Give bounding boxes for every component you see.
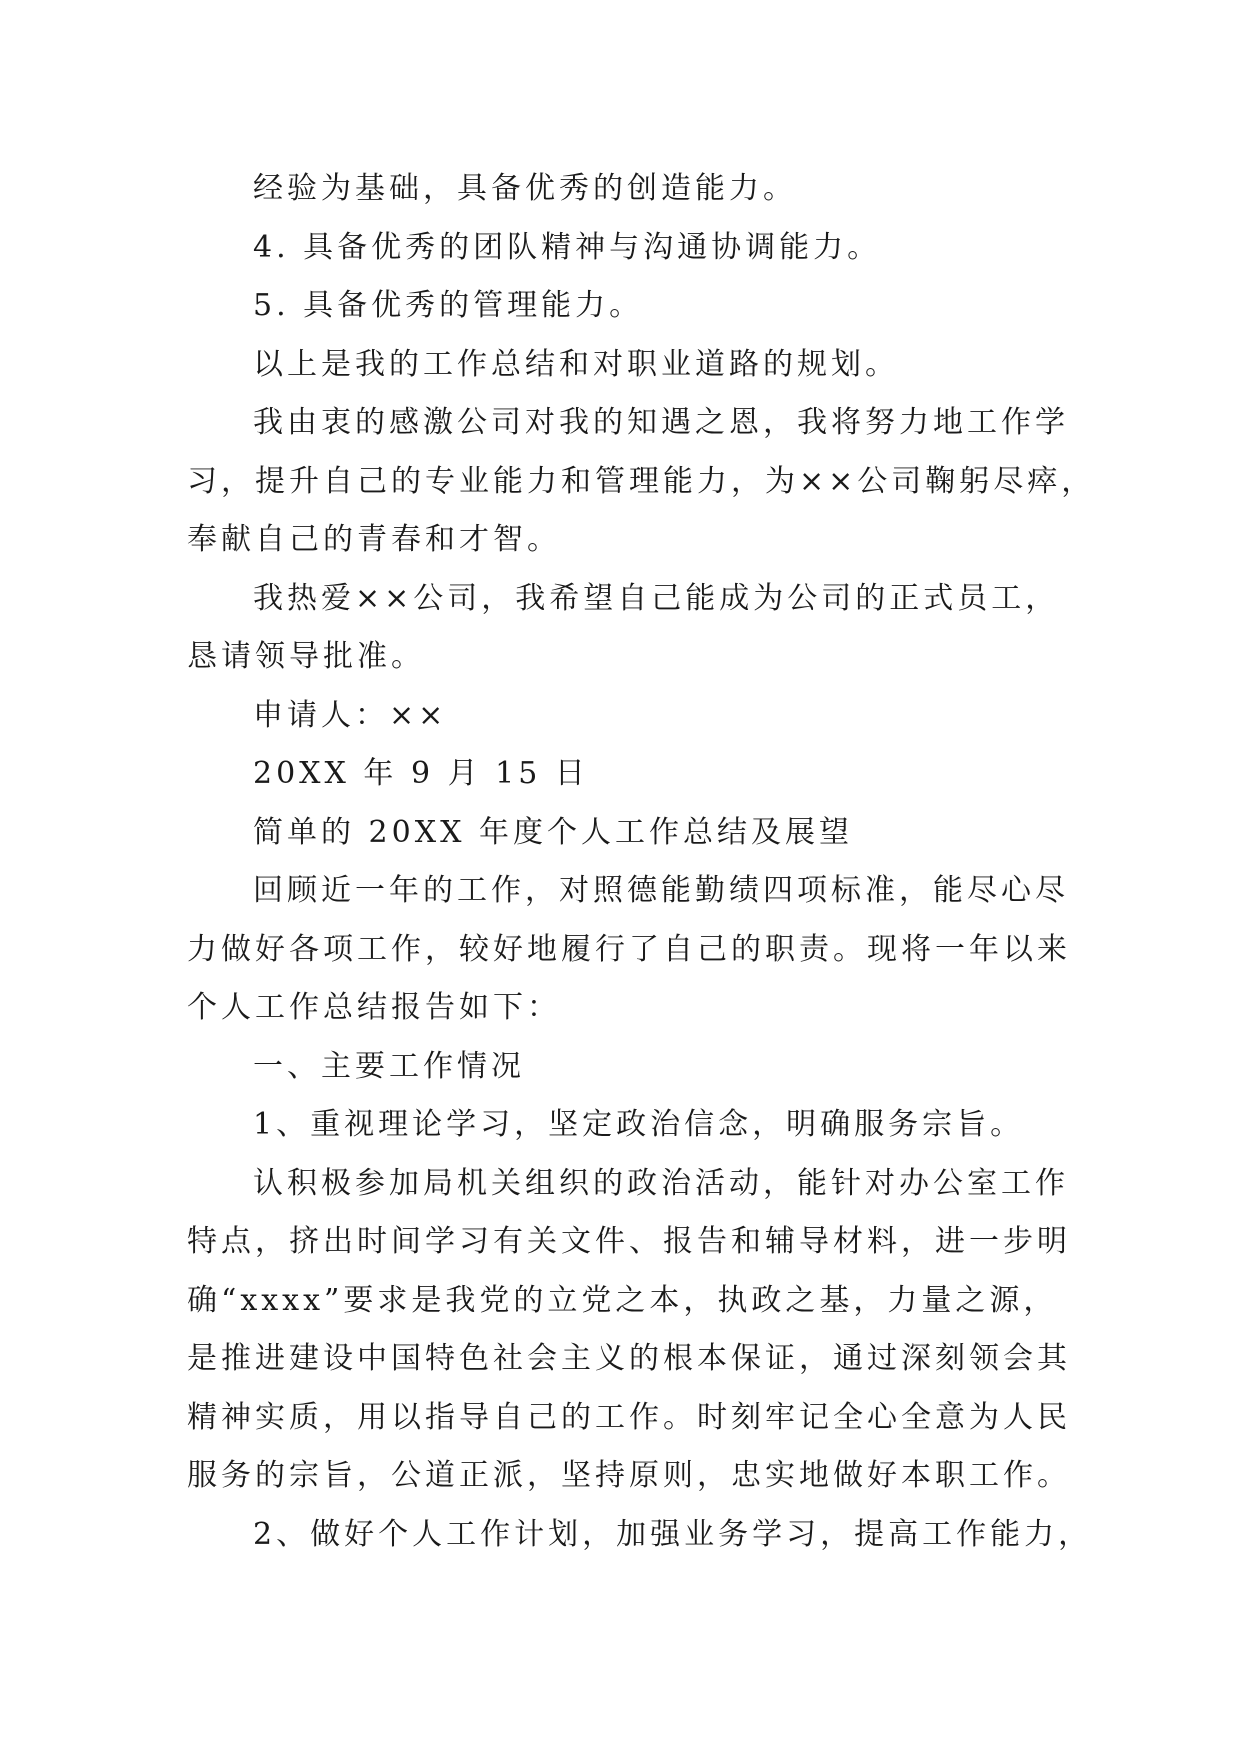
text-line: 经验为基础，具备优秀的创造能力。 bbox=[253, 171, 797, 206]
text-line: 精神实质，用以指导自己的工作。时刻牢记全心全意为人民 bbox=[187, 1399, 1071, 1435]
text-line: 回顾近一年的工作，对照德能勤绩四项标准，能尽心尽 bbox=[253, 873, 1069, 908]
section-heading: 一、主要工作情况 bbox=[253, 1048, 525, 1084]
signature-line: 申请人：×× bbox=[253, 697, 448, 733]
subsection-heading: 1、重视理论学习，坚定政治信念，明确服务宗旨。 bbox=[253, 1107, 1025, 1142]
text-line: 习，提升自己的专业能力和管理能力，为××公司鞠躬尽瘁， bbox=[187, 463, 1096, 499]
text-line: 恳请领导批准。 bbox=[187, 639, 425, 674]
text-line: 我由衷的感激公司对我的知遇之恩，我将努力地工作学 bbox=[253, 405, 1069, 440]
subsection-heading: 2、做好个人工作计划，加强业务学习，提高工作能力， bbox=[253, 1516, 1093, 1552]
text-line: 服务的宗旨，公道正派，坚持原则，忠实地做好本职工作。 bbox=[187, 1458, 1071, 1493]
text-line: 个人工作总结报告如下： bbox=[187, 990, 561, 1025]
text-line: 我热爱××公司，我希望自己能成为公司的正式员工， bbox=[253, 580, 1060, 616]
text-line: 4. 具备优秀的团队精神与沟通协调能力。 bbox=[253, 229, 882, 265]
text-line: 是推进建设中国特色社会主义的根本保证，通过深刻领会其 bbox=[187, 1341, 1071, 1376]
text-line: 力做好各项工作，较好地履行了自己的职责。现将一年以来 bbox=[187, 931, 1071, 967]
document-body bbox=[187, 160, 1096, 1564]
section-title: 简单的 20XX 年度个人工作总结及展望 bbox=[253, 814, 853, 850]
text-line: 认积极参加局机关组织的政治活动，能针对办公室工作 bbox=[253, 1165, 1069, 1201]
text-line: 奉献自己的青春和才智。 bbox=[187, 522, 561, 557]
text-line: 5. 具备优秀的管理能力。 bbox=[253, 288, 644, 323]
date-line: 20XX 年 9 月 15 日 bbox=[253, 756, 589, 791]
text-line: 特点，挤出时间学习有关文件、报告和辅导材料，进一步明 bbox=[187, 1224, 1071, 1259]
text-line: 确“xxxx”要求是我党的立党之本，执政之基，力量之源， bbox=[187, 1282, 1058, 1318]
text-line: 以上是我的工作总结和对职业道路的规划。 bbox=[253, 346, 899, 382]
